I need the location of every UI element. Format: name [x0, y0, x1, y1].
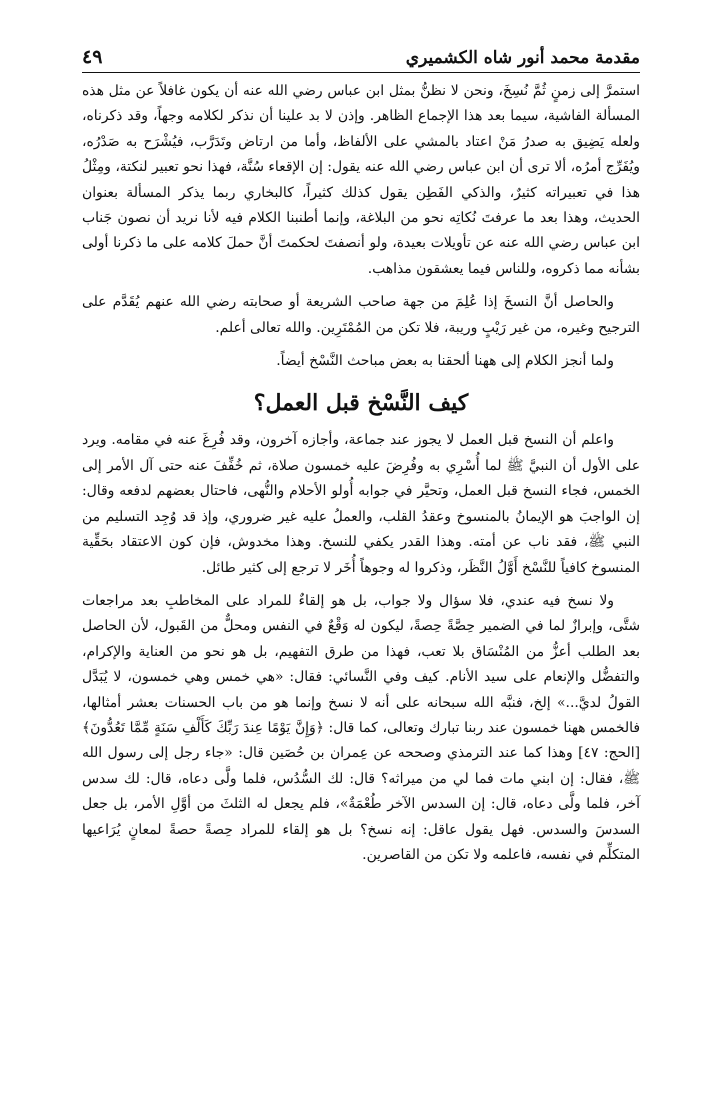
page-number: ٤٩ — [82, 46, 103, 68]
paragraph-2: والحاصل أنَّ النسخَ إذا عُلِمَ من جهة صاحب الشريعة أو صحابته رضي الله عنهم يُقَدَّم على الترجيح وغيره، من غير رَيْبٍ وريبة، فلا تكن من المُمْتَرِين. والله تعالى أعلم. — [82, 294, 640, 336]
section-heading: كيف النَّسْخ قبل العمل؟ — [253, 390, 469, 417]
page-header — [82, 38, 640, 73]
paragraph-1: استمرَّ إلى زمنٍ ثُمَّ نُسِخَ، ونحن لا نظنُّ بمثل ابن عباس رضي الله عنه أن يكون غافلاً عن مثل هذه المسألة الفاشية، سيما بعد هذا الإجماع الظاهر. وإذن لا بد علينا أن نذكر لكلامه وجهاً، وقد ذكرناه، ولعله يَضِيق به صدرُ مَنْ اعتاد بالمشي على الألفاظ، وأما من ارتاض وتَدَرَّب، فيُشْرَح به صَدْرُه، ويُفَرِّج أمرُه، ألا ترى أن ابن عباس رضي الله عنه يقول: إن الإقعاء سُنَّة، فهذا نحو تعبير لنكتة، ومِثْلُ هذا في تعبيراته كثيرٌ، والذكي الفَطِن يقول كذلك كثيراً، كالبخاري ربما يذكر المسألة بعنوان الحديث، وهذا بعد ما عرفتَ نُكاتِه نحو من البلاغة، وإنما أطنبنا الكلام فيه لأنا نريد أن نصون جَناب ابن عباس رضي الله عنه عن تأويلات بعيدة، ولو أنصفتَ لحكمتَ أنَّ حملَ كلامه على ما ذكرنا أولى بشأنه مما ذكروه، وللناس فيما يعشقون مذاهب. — [82, 83, 640, 277]
paragraph-5: ولا نسخ فيه عندي، فلا سؤال ولا جواب، بل هو إلقاءٌ للمراد على المخاطبِ بعد مراجعات شتَّى، وإبرازٌ لما في الضمير حِصَّةً حِصةً، ليكون له وَقْعٌ في النفس ومحلٌّ من القَبول، لأن الحاصل بعد الطلب أعزُّ من المُنْسَاق بلا تعب، فهذا من طرق التفهيم، بل هو نحو من العناية والإكرام، والتفضُّل والإنعام على سيد الأنام. كيف وفي النَّسائي: فقال: «هي خمس وهي خمسون، لا يُبَدَّل القولُ لديَّ...» إلخ، فنبَّه الله سبحانه على أنه لا نسخ وإنما هو من باب الحسنات بعشر أمثالها، فالخمس ههنا خمسون عند ربنا تبارك وتعالى، كما قال: ﴿وَإِنَّ يَوْمًا عِندَ رَبِّكَ كَأَلْفِ سَنَةٍ مِّمَّا تَعُدُّونَ﴾ [الحج: ٤٧] وهذا كما عند الترمذي وصححه عن عِمران بن حُصَين قال: «جاء رجل إلى رسول الله ﷺ، فقال: إن ابني مات فما لي من ميراثه؟ قال: لك السُّدُس، فلما ولَّى دعاه، قال: لك سدس آخر، فلما ولَّى دعاه، قال: إن السدس الآخر طُعْمَةٌ»، فلم يجعل له الثلثَ من أوَّلِ الأمر، بل جعل السدسَ والسدس. فهل يقول عاقل: إنه نسخ؟ بل هو إلقاء للمراد حِصةً حصةً لمعانٍ يُرَاعيها المتكلِّم في نفسه، فاعلمه ولا تكن من القاصرين. — [82, 592, 641, 863]
paragraph-4: واعلم أن النسخ قبل العمل لا يجوز عند جماعة، وأجازه آخرون، وقد فُرِغَ عنه في مقامه. ويرد على الأول أن النبيَّ ﷺ لما أُسْرِي به وفُرِضَ عليه خمسون صلاة، ثم خُفِّفَ عنه حتى آل الأمر إلى الخمس، فجاء النسخ قبل العمل، وتحيَّر في جوابه أُولو الأحلام والنُّهى، فاحتال بعضهم لدفعه وقال: إن الواجبَ هو الإيمانُ بالمنسوخ وعقدُ القلب، والعملُ عليه غير ضروري، وإذ قد وُجِد التسليم من النبي ﷺ، فقد ناب عن أمته. وهذا القدر يكفي للنسخ. وهذا مخدوش، فإن كون الاعتقاد بحَقِّية المنسوخ كافياً للنَّسْخ أَوَّلُ النَّظَر، وذكروا له وجوهاً أُخَر لا ترجع إلى كثير طائل. — [82, 432, 640, 576]
running-title: مقدمة محمد أنور شاه الكشميري — [405, 48, 640, 68]
page-body — [82, 79, 640, 868]
paragraph-3: ولما أنجز الكلام إلى ههنا ألحقنا به بعض مباحث النَّسْخ أيضاً. — [276, 353, 614, 370]
